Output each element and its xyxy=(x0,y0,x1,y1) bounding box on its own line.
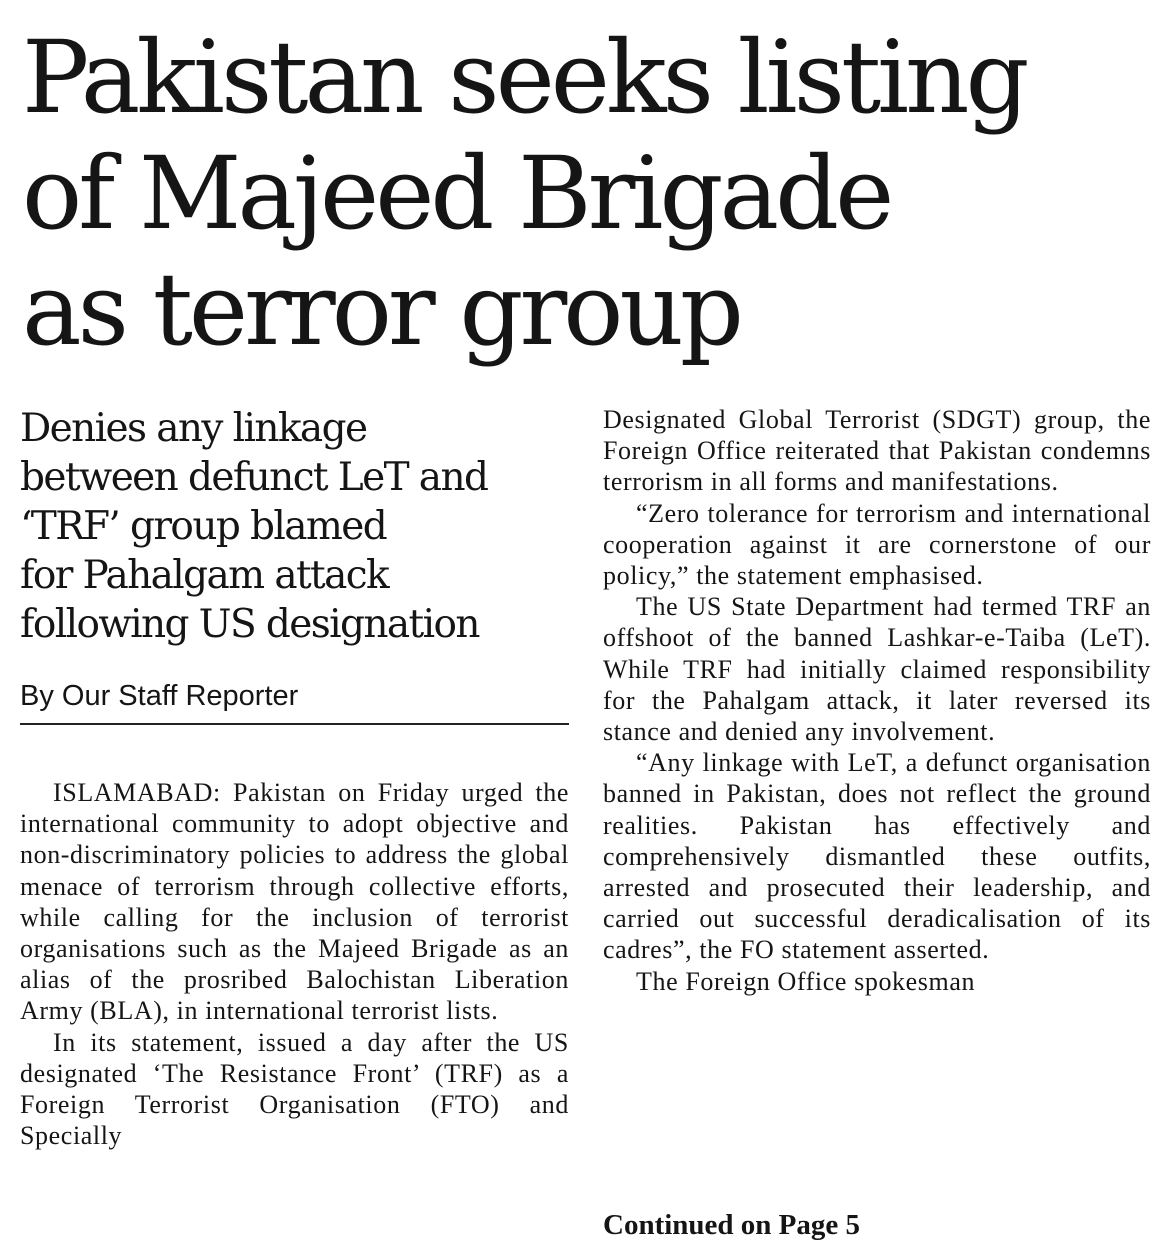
headline-line: as terror group xyxy=(22,251,740,368)
subheadline-line: for Pahalgam attack xyxy=(20,553,389,598)
subheadline-line: following US designation xyxy=(20,602,479,647)
byline: By Our Staff Reporter xyxy=(20,677,569,725)
body-paragraph: Designated Global Terrorist (SDGT) group, the Foreign Office reiterated that Pakistan condemns terrorism in all forms and manifestations. xyxy=(603,405,1151,497)
body-paragraph: The Foreign Office spokesman xyxy=(636,966,976,996)
headline-line: Pakistan seeks listing xyxy=(22,19,1026,136)
headline-line: of Majeed Brigade xyxy=(22,135,891,252)
continued-on-page: Continued on Page 5 xyxy=(603,1209,861,1241)
article-column-right xyxy=(603,404,1151,997)
body-paragraph: ISLAMABAD: Pakistan on Friday urged the international community to adopt objective and non-discriminatory policies to address the global menace of terrorism through collective efforts, while calling for the inclusion of terrorist organisations such as the Majeed Brigade as an alias of the prosribed Balochistan Liberation Army (BLA), in international terrorist lists. xyxy=(20,778,569,1026)
subheadline xyxy=(20,404,580,649)
subheadline-line: ‘TRF’ group blamed xyxy=(20,504,387,549)
article-column-left xyxy=(20,777,569,1151)
headline xyxy=(22,20,1162,368)
body-paragraph: “Any linkage with LeT, a defunct organisation banned in Pakistan, does not reflect the ground realities. Pakistan has effectively and comprehensively dismantled these outfits, arrested and prosecuted their leadership, and carried out successful deradicalisation of its cadres”, the FO statement asserted. xyxy=(603,748,1151,965)
subheadline-line: Denies any linkage xyxy=(20,406,367,451)
body-paragraph: The US State Department had termed TRF an offshoot of the banned Lashkar-e-Taiba (LeT). While TRF had initially claimed responsibility for the Pahalgam attack, it later reversed its stance and denied any involvement. xyxy=(603,592,1151,747)
body-paragraph: In its statement, issued a day after the US designated ‘The Resistance Front’ (TRF) as a Foreign Terrorist Organisation (FTO) and Specially xyxy=(20,1027,569,1151)
body-paragraph: “Zero tolerance for terrorism and international cooperation against it are cornerstone of our policy,” the statement emphasised. xyxy=(603,498,1151,591)
subheadline-line: between defunct LeT and xyxy=(20,455,488,500)
